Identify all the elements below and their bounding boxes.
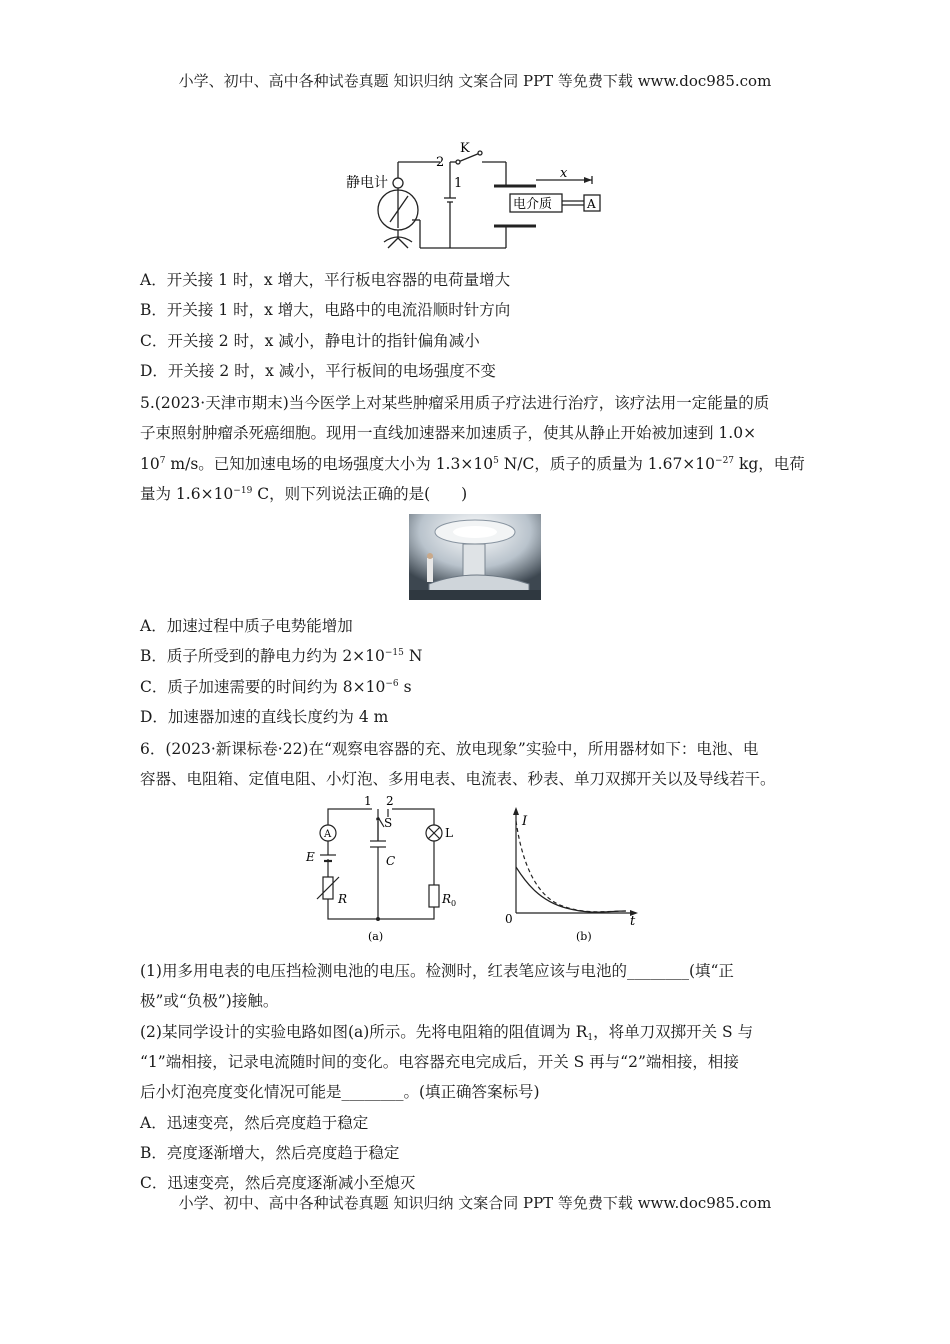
origin-label: 0	[505, 912, 513, 926]
q5-stem-line2: 子束照射肿瘤杀死癌细胞。现用一直线加速器来加速质子，使其从静止开始被加速到 1.0×	[140, 424, 757, 442]
lamp-l-label: L	[445, 826, 453, 840]
q4-option-c: C．开关接 2 时，x 减小，静电计的指针偏角减小	[140, 332, 480, 350]
q6-part1-line1: (1)用多用电表的电压挡检测电池的电压。检测时，红表笔应该与电池的________(填“正	[140, 962, 734, 980]
terminal-2-label: 2	[436, 155, 445, 170]
page-header: 小学、初中、高中各种试卷真题 知识归纳 文案合同 PPT 等免费下载 www.doc985.com	[178, 72, 772, 90]
q6-part2-line3: 后小灯泡亮度变化情况可能是________。(填正确答案标号)	[140, 1083, 540, 1101]
q6-stem-line2: 容器、电阻箱、定值电阻、小灯泡、多用电表、电流表、秒表、单刀双掷开关以及导线若干。	[140, 770, 776, 788]
q5-stem-line4: 量为 $1.6\times 10^{-19}$ C，则下列说法正确的是( )	[140, 485, 468, 503]
figure-b-caption: (b)	[576, 930, 592, 943]
q4-option-d: D．开关接 2 时，x 减小，平行板间的电场强度不变	[140, 362, 496, 380]
axis-i-label: I	[522, 814, 528, 829]
figure-a-caption: (a)	[368, 930, 384, 943]
battery-e-label: E	[306, 850, 315, 864]
electrometer-circuit-figure	[340, 140, 610, 252]
q6-stem-line1: 6．(2023·新课标卷·22)在“观察电容器的充、放电现象”实验中，所用器材如下：电池、电	[140, 740, 759, 758]
electrometer-label: 静电计	[346, 175, 388, 191]
resistor-r-label: R	[338, 892, 348, 906]
page-footer: 小学、初中、高中各种试卷真题 知识归纳 文案合同 PPT 等免费下载 www.doc985.com	[178, 1194, 772, 1212]
circuit-figure-a	[300, 795, 460, 945]
q6-part2-line1: (2)某同学设计的实验电路如图(a)所示。先将电阻箱的阻值调为 $R_1$，将单刀双掷开关 S 与	[140, 1023, 754, 1043]
q5-option-b: B．质子所受到的静电力约为 $2\times 10^{-15}$ N	[140, 647, 423, 665]
switch-terminal-2-label: 2	[386, 795, 394, 808]
q6-option-b: B．亮度逐渐增大，然后亮度趋于稳定	[140, 1144, 400, 1162]
a-label: A	[587, 197, 596, 211]
switch-s-label: S	[384, 816, 393, 830]
current-time-graph-b	[496, 805, 646, 945]
switch-k-label: K	[460, 141, 470, 156]
x-label: x	[560, 166, 568, 181]
switch-terminal-1-label: 1	[364, 795, 372, 808]
proton-therapy-photo	[409, 514, 541, 600]
q6-option-c: C．迅速变亮，然后亮度逐渐减小至熄灭	[140, 1174, 416, 1192]
q5-stem-line1: 5.(2023·天津市期末)当今医学上对某些肿瘤采用质子疗法进行治疗，该疗法用一定能量的质	[140, 394, 770, 412]
q5-option-d: D．加速器加速的直线长度约为 4 m	[140, 708, 389, 726]
q5-option-a: A．加速过程中质子电势能增加	[140, 617, 353, 635]
q4-option-a: A．开关接 1 时，x 增大，平行板电容器的电荷量增大	[140, 271, 511, 289]
q6-part1-line2: 极”或“负极”)接触。	[140, 992, 279, 1010]
capacitor-c-label: C	[386, 854, 396, 868]
q5-stem-line3: $10^7$ m/s。已知加速电场的电场强度大小为 $1.3\times 10^5$ N/C，质子的质量为 $1.67\times 10^{-27}$ kg，电荷	[140, 455, 805, 473]
resistor-r0-label: $R_0$	[442, 892, 457, 908]
terminal-1-label: 1	[454, 176, 463, 191]
ammeter-label: A	[324, 829, 332, 840]
dielectric-label: 电介质	[513, 197, 553, 212]
q6-option-a: A．迅速变亮，然后亮度趋于稳定	[140, 1114, 369, 1132]
axis-t-label: t	[630, 914, 636, 929]
q5-option-c: C．质子加速需要的时间约为 $8\times 10^{-6}$ s	[140, 678, 412, 696]
q6-part2-line2: “1”端相接，记录电流随时间的变化。电容器充电完成后，开关 S 再与“2”端相接，相接	[140, 1053, 739, 1071]
q4-option-b: B．开关接 1 时，x 增大，电路中的电流沿顺时针方向	[140, 301, 511, 319]
